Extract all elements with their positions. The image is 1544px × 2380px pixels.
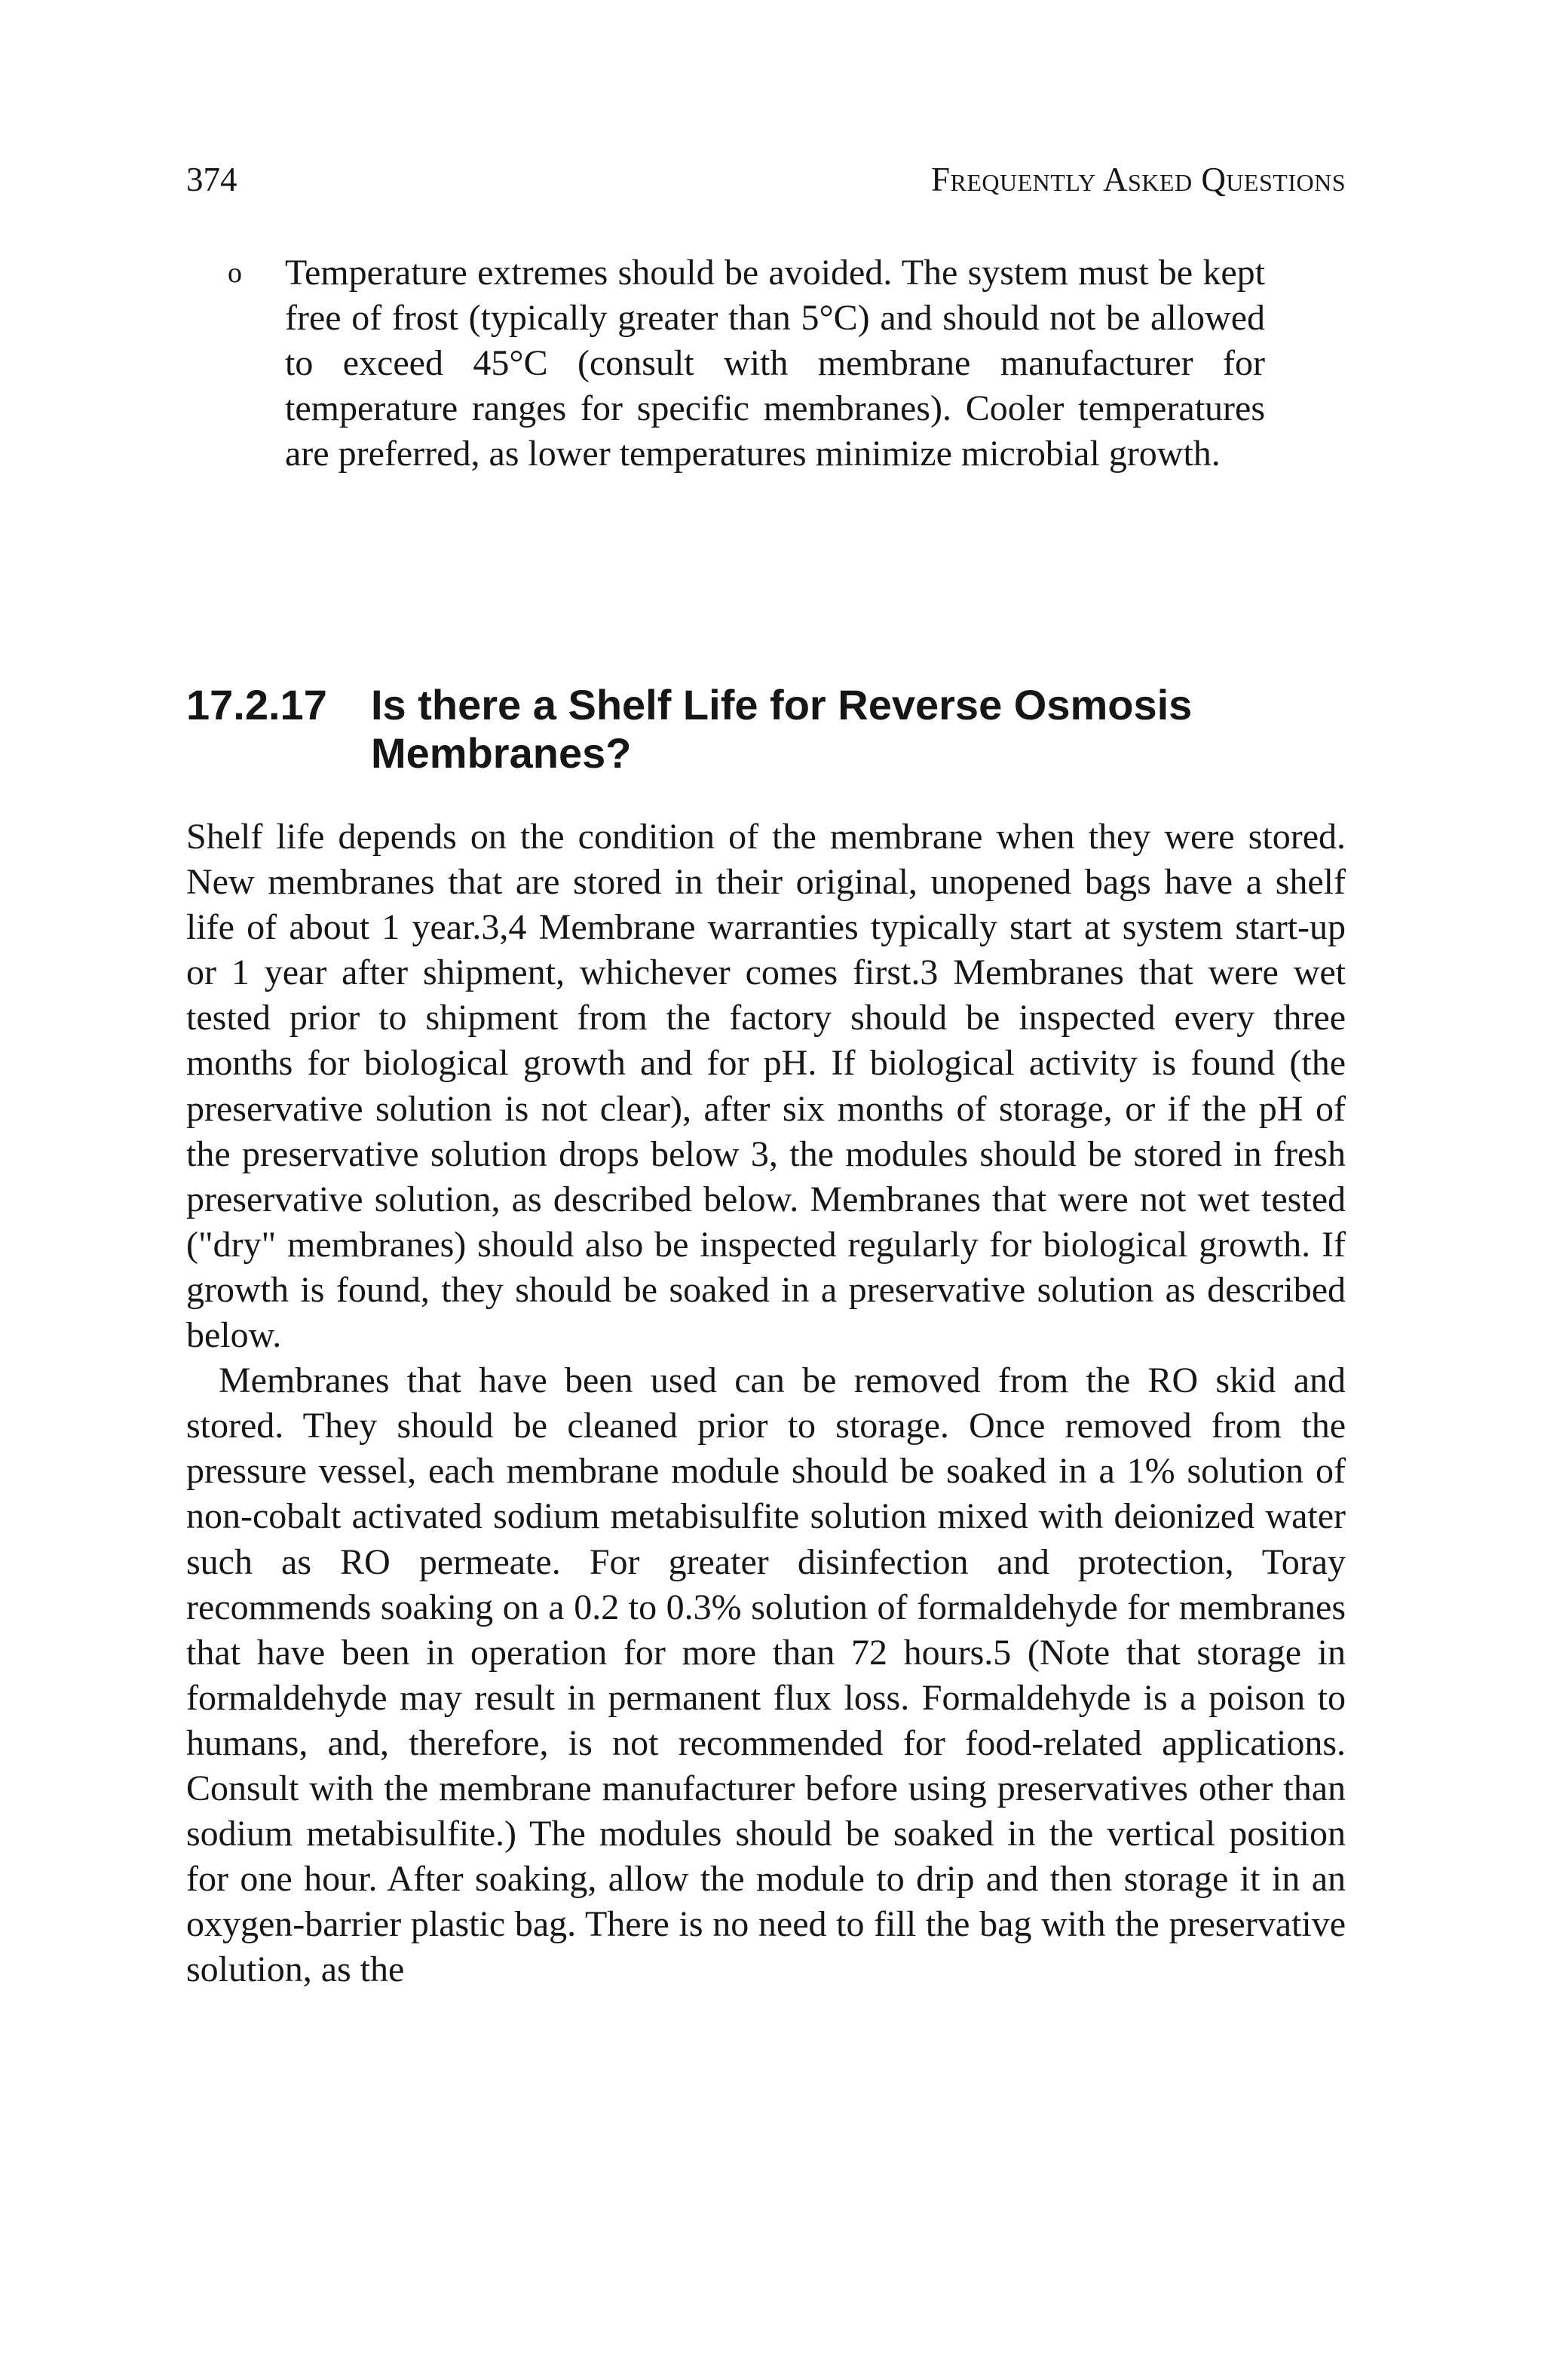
paragraph: Shelf life depends on the condition of the membrane when they were stored. New membranes that are stored in their original, unopened bags have a shelf life of about 1 year.3,4 Membrane warranties typically start at system start-up or 1 year after shipment, whichever comes first.3 Membranes that were wet tested prior to shipment from the factory should be inspected every three months for biological growth and for pH. If biological activity is found (the preservative solution is not clear), after six months of storage, or if the pH of the preservative solution drops below 3, the modules should be stored in fresh preservative solution, as described below. Membranes that were not wet tested ("dry" membranes) should also be inspected regularly for biological growth. If growth is found, they should be soaked in a preservative solution as described below. (186, 817, 1346, 1356)
body-text (186, 814, 1346, 1992)
bullet-marker-icon: o (228, 257, 242, 289)
section-number: 17.2.17 (186, 681, 327, 728)
running-head (186, 157, 1346, 202)
bullet-text: Temperature extremes should be avoided. The system must be kept free of frost (typically greater than 5°C) and should not be allowed to exceed 45°C (consult with membrane manufacturer for temperature ranges for specific membranes). Cooler temperatures are preferred, as lower temperatures minimize microbial growth. (285, 253, 1265, 474)
section-title: Is there a Shelf Life for Reverse Osmosis Membranes? (371, 681, 1193, 777)
paragraph: Membranes that have been used can be removed from the RO skid and stored. They should be cleaned prior to storage. Once removed from the pressure vessel, each membrane module should be soaked in a 1% solution of non-cobalt activated sodium metabisulfite solution mixed with deionized water such as RO permeate. For greater disinfection and protection, Toray recommends soaking on a 0.2 to 0.3% solution of formaldehyde for membranes that have been in operation for more than 72 hours.5 (Note that storage in formaldehyde may result in permanent flux loss. Formaldehyde is a poison to humans, and, therefore, is not recommended for food-related applications. Consult with the membrane manufacturer before using preservatives other than sodium metabisulfite.) The modules should be soaked in the vertical position for one hour. After soaking, allow the module to drip and then storage it in an oxygen-barrier plastic bag. There is no need to fill the bag with the preservative solution, as the (186, 1360, 1346, 1990)
bullet-item (228, 250, 1265, 477)
page-number: 374 (186, 161, 237, 198)
running-title: Frequently Asked Questions (930, 161, 1346, 198)
